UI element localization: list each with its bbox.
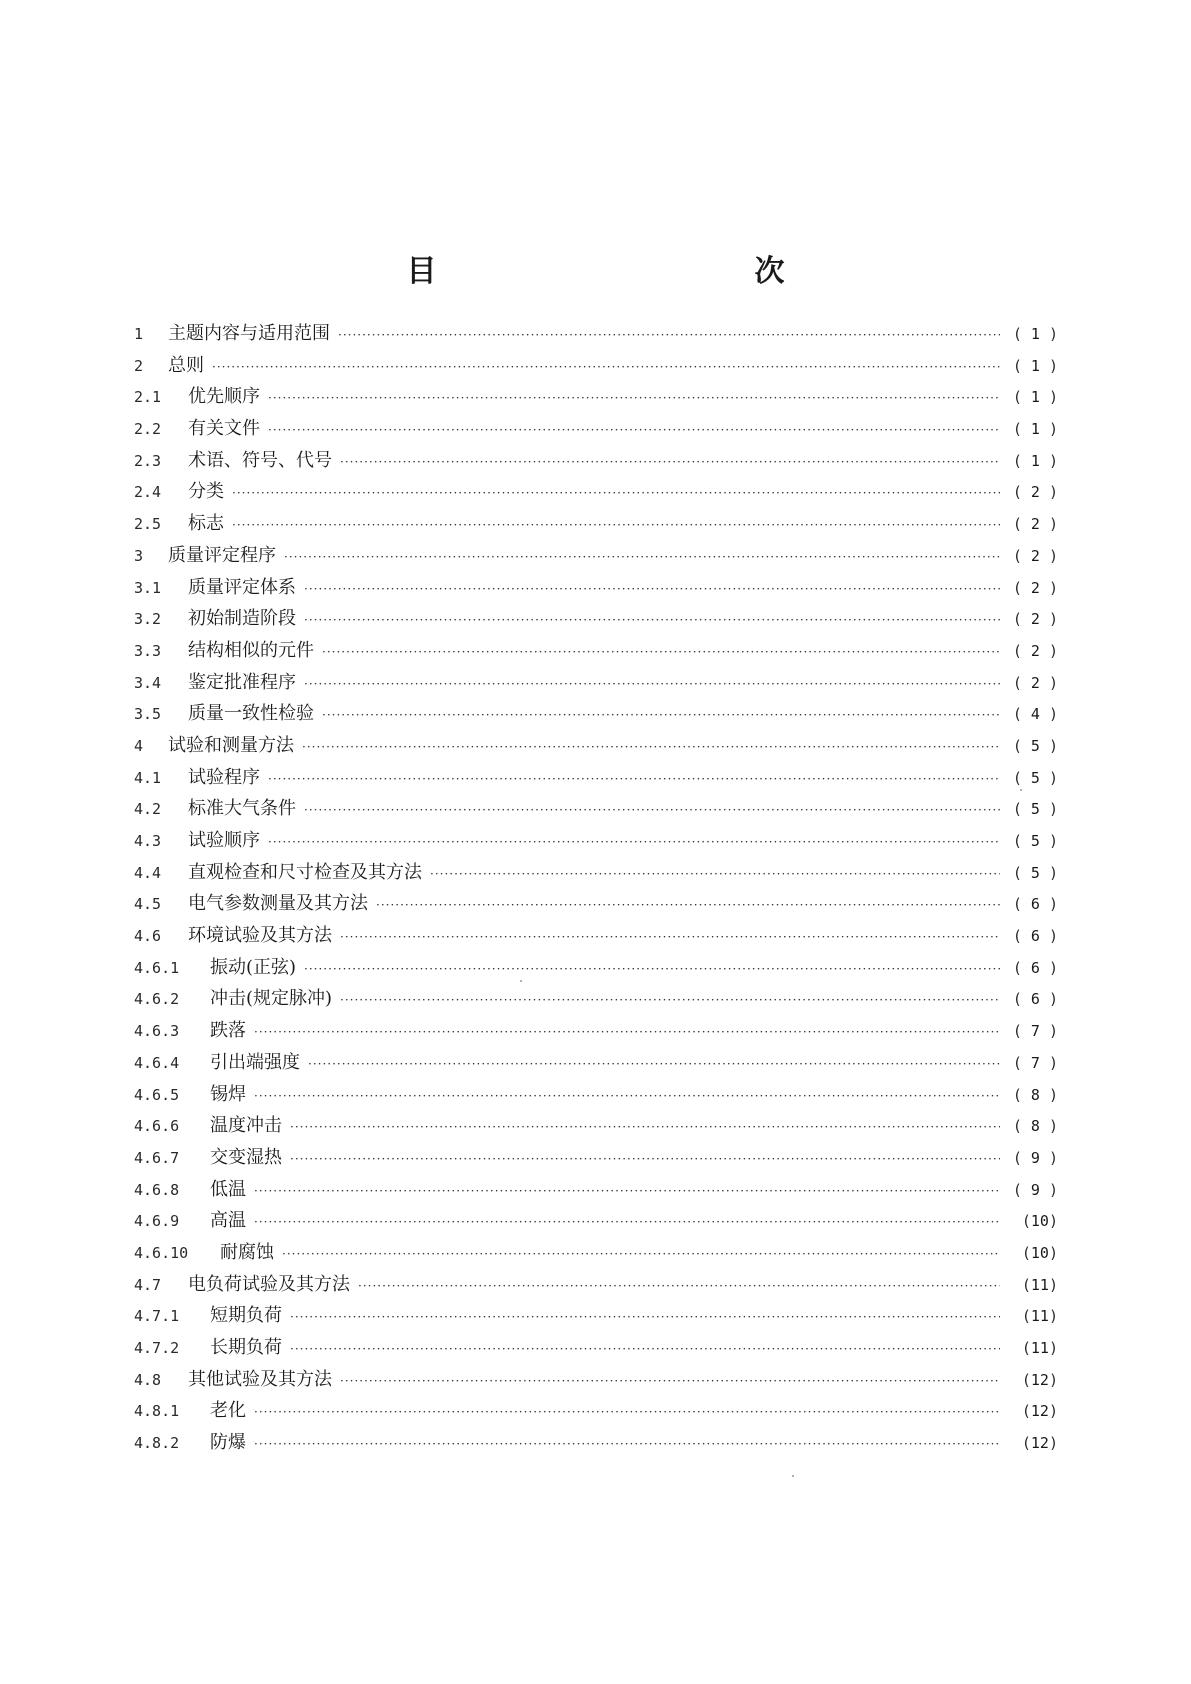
toc-entry-page-number: 5 xyxy=(1030,832,1040,850)
toc-entry-page-number: 12 xyxy=(1030,1370,1049,1389)
toc-entry-page-number: 5 xyxy=(1030,800,1040,819)
toc-entry-title: 电负荷试验及其方法 xyxy=(188,1273,350,1295)
toc-entry-page-number: 8 xyxy=(1030,1085,1040,1104)
toc-entry xyxy=(134,1300,1058,1332)
toc-entry-page: ( 9 ) xyxy=(1012,1180,1058,1199)
toc-dot-leader xyxy=(282,1239,1000,1271)
toc-entry xyxy=(134,667,1058,699)
scan-speck xyxy=(520,980,522,982)
toc-entry-number: 2.4 xyxy=(134,483,162,502)
toc-dot-leader xyxy=(290,1112,1000,1144)
toc-entry xyxy=(134,540,1058,572)
toc-entry xyxy=(134,983,1058,1015)
toc-entry-page: ( 6 ) xyxy=(1012,927,1058,946)
toc-dot-leader xyxy=(254,1081,1000,1113)
toc-entry-title: 跌落 xyxy=(210,1020,246,1042)
toc-dot-leader xyxy=(304,669,1000,701)
toc-dot-leader xyxy=(254,1207,1000,1239)
toc-entry-page: ( 2 ) xyxy=(1012,578,1058,597)
toc-entry-page-number: 1 xyxy=(1030,451,1040,470)
toc-entry-page: ( 2 ) xyxy=(1012,673,1058,692)
toc-entry-number: 2.5 xyxy=(134,515,162,534)
toc-entry xyxy=(134,508,1058,540)
toc-entry-page: (12) xyxy=(1021,1434,1058,1453)
toc-entry xyxy=(134,1269,1058,1301)
toc-dot-leader xyxy=(308,1049,1000,1081)
toc-dot-leader xyxy=(340,922,1000,954)
toc-dot-leader xyxy=(232,510,1000,542)
toc-entry xyxy=(134,825,1058,857)
toc-entry-number: 4.7 xyxy=(134,1275,162,1294)
toc-entry-title: 术语、符号、代号 xyxy=(188,449,332,471)
toc-entry-title: 环境试验及其方法 xyxy=(188,925,332,947)
toc-entry-title: 标志 xyxy=(188,513,224,535)
toc-entry-title: 总则 xyxy=(168,354,204,376)
toc-entry-title: 短期负荷 xyxy=(210,1305,282,1327)
toc-entry-page-number: 7 xyxy=(1030,1053,1040,1072)
toc-entry xyxy=(134,635,1058,667)
toc-entry-page: ( 9 ) xyxy=(1012,1148,1058,1167)
toc-entry-page: (11) xyxy=(1021,1339,1058,1357)
toc-entry-page: ( 6 ) xyxy=(1012,990,1058,1009)
toc-entry xyxy=(134,1395,1058,1427)
toc-entry-page: ( 7 ) xyxy=(1012,1053,1058,1072)
toc-entry-page-number: 11 xyxy=(1030,1307,1049,1326)
toc-entry-page: ( 2 ) xyxy=(1012,483,1058,502)
toc-entry-number: 4.7.2 xyxy=(134,1339,180,1357)
toc-dot-leader xyxy=(322,637,1000,669)
toc-entry-page-number: 2 xyxy=(1030,673,1040,692)
toc-entry-page: ( 1 ) xyxy=(1012,420,1058,439)
toc-entry-number: 4.6 xyxy=(134,927,162,946)
toc-entry-page-number: 2 xyxy=(1030,641,1040,660)
toc-entry-page-number: 2 xyxy=(1030,610,1040,629)
toc-entry-number: 4.6.1 xyxy=(134,958,180,977)
toc-entry-number: 4.4 xyxy=(134,863,162,882)
toc-entry xyxy=(134,476,1058,508)
toc-dot-leader xyxy=(304,574,1000,606)
toc-entry-number: 1 xyxy=(134,325,144,343)
toc-entry-number: 4.8.2 xyxy=(134,1434,180,1453)
toc-entry-title: 老化 xyxy=(210,1400,246,1422)
toc-entry-title: 交变湿热 xyxy=(210,1146,282,1168)
toc-entry-page: ( 5 ) xyxy=(1012,736,1058,755)
toc-entry-title: 防爆 xyxy=(210,1432,246,1454)
toc-entry-page-number: 11 xyxy=(1030,1339,1049,1357)
toc-entry-page: ( 4 ) xyxy=(1012,705,1058,724)
toc-entry xyxy=(134,445,1058,477)
toc-entry-page: (11) xyxy=(1021,1307,1058,1326)
toc-dot-leader xyxy=(268,415,1000,447)
toc-entry-page-number: 5 xyxy=(1030,768,1040,787)
toc-entry-page-number: 7 xyxy=(1030,1022,1040,1041)
toc-entry-number: 4.6.3 xyxy=(134,1022,180,1041)
toc-entry-page-number: 2 xyxy=(1030,483,1040,502)
toc-dot-leader xyxy=(340,447,1000,479)
toc-entry xyxy=(134,1364,1058,1396)
toc-entry-page: ( 5 ) xyxy=(1012,800,1058,819)
toc-entry xyxy=(134,1205,1058,1237)
toc-entry-page-number: 2 xyxy=(1030,546,1040,565)
toc-dot-leader xyxy=(290,1302,1000,1334)
toc-entry-page-number: 4 xyxy=(1030,705,1040,724)
toc-entry-number: 2 xyxy=(134,356,144,375)
toc-dot-leader xyxy=(290,1334,1000,1366)
toc-entry-page-number: 6 xyxy=(1030,990,1040,1009)
toc-entry-page: ( 5 ) xyxy=(1012,832,1058,850)
toc-entry-page-number: 6 xyxy=(1030,927,1040,946)
toc-entry-page: ( 8 ) xyxy=(1012,1117,1058,1136)
toc-dot-leader xyxy=(304,605,1000,637)
toc-entry xyxy=(134,381,1058,413)
toc-entry-number: 4.6.6 xyxy=(134,1117,180,1136)
toc-entry xyxy=(134,318,1058,350)
toc-entry-number: 2.3 xyxy=(134,451,162,470)
toc-dot-leader xyxy=(304,954,1000,986)
toc-entry xyxy=(134,952,1058,984)
toc-entry xyxy=(134,1079,1058,1111)
toc-entry-number: 4.7.1 xyxy=(134,1307,180,1326)
toc-entry-page: ( 6 ) xyxy=(1012,895,1058,914)
toc-dot-leader xyxy=(304,795,1000,827)
toc-dot-leader xyxy=(322,700,1000,732)
toc-entry-number: 3.3 xyxy=(134,641,162,660)
toc-entry-title: 试验程序 xyxy=(188,766,260,788)
toc-entry-page: ( 1 ) xyxy=(1012,325,1058,343)
toc-entry-page: ( 7 ) xyxy=(1012,1022,1058,1041)
scan-speck xyxy=(1020,789,1022,791)
toc-entry-number: 3.4 xyxy=(134,673,162,692)
table-of-contents xyxy=(134,318,1058,1459)
toc-entry xyxy=(134,857,1058,889)
toc-entry-number: 4.6.5 xyxy=(134,1085,180,1104)
toc-entry xyxy=(134,730,1058,762)
toc-entry xyxy=(134,1427,1058,1459)
toc-entry-number: 3.2 xyxy=(134,610,162,629)
toc-entry-page: ( 8 ) xyxy=(1012,1085,1058,1104)
toc-entry-page-number: 8 xyxy=(1030,1117,1040,1136)
toc-entry xyxy=(134,762,1058,794)
toc-entry-page-number: 12 xyxy=(1030,1402,1049,1421)
toc-entry xyxy=(134,793,1058,825)
toc-entry-number: 2.1 xyxy=(134,388,162,407)
toc-entry xyxy=(134,413,1058,445)
toc-entry-title: 鉴定批准程序 xyxy=(188,671,296,693)
toc-entry-page: (11) xyxy=(1021,1275,1058,1294)
toc-entry-number: 4.1 xyxy=(134,768,162,787)
toc-entry-number: 4.6.9 xyxy=(134,1212,180,1231)
toc-entry-title: 电气参数测量及其方法 xyxy=(188,893,368,915)
toc-dot-leader xyxy=(358,1271,1000,1303)
toc-entry-page-number: 9 xyxy=(1030,1148,1040,1167)
toc-dot-leader xyxy=(268,827,1000,859)
toc-entry xyxy=(134,1047,1058,1079)
toc-dot-leader xyxy=(268,383,1000,415)
toc-entry-title: 振动(正弦) xyxy=(210,956,297,978)
toc-entry xyxy=(134,1174,1058,1206)
toc-entry-number: 4.8.1 xyxy=(134,1402,180,1421)
toc-entry-page-number: 5 xyxy=(1030,736,1040,755)
toc-entry-page-number: 12 xyxy=(1030,1434,1049,1453)
toc-entry-title: 温度冲击 xyxy=(210,1115,282,1137)
toc-entry-title: 其他试验及其方法 xyxy=(188,1368,332,1390)
toc-entry-page: (12) xyxy=(1021,1370,1058,1389)
toc-entry-title: 优先顺序 xyxy=(188,386,260,408)
toc-entry-title: 试验和测量方法 xyxy=(168,734,294,756)
toc-entry xyxy=(134,350,1058,382)
toc-entry xyxy=(134,888,1058,920)
toc-entry-number: 4.3 xyxy=(134,832,162,850)
toc-entry-title: 锡焊 xyxy=(210,1083,246,1105)
toc-entry xyxy=(134,1110,1058,1142)
toc-entry-number: 4 xyxy=(134,736,144,755)
toc-entry-number: 3.5 xyxy=(134,705,162,724)
toc-entry-page: ( 2 ) xyxy=(1012,641,1058,660)
toc-entry-page-number: 6 xyxy=(1030,895,1040,914)
toc-entry-title: 高温 xyxy=(210,1210,246,1232)
toc-entry-page: (10) xyxy=(1021,1212,1058,1231)
toc-entry-page: ( 2 ) xyxy=(1012,610,1058,629)
toc-dot-leader xyxy=(268,764,1000,796)
toc-dot-leader xyxy=(254,1429,1000,1461)
toc-entry-page-number: 2 xyxy=(1030,578,1040,597)
toc-dot-leader xyxy=(340,1366,1000,1398)
toc-entry xyxy=(134,603,1058,635)
toc-entry-title: 低温 xyxy=(210,1178,246,1200)
toc-dot-leader xyxy=(254,1176,1000,1208)
toc-entry xyxy=(134,1015,1058,1047)
toc-entry xyxy=(134,1332,1058,1364)
toc-entry-number: 3 xyxy=(134,546,144,565)
toc-entry-title: 结构相似的元件 xyxy=(188,639,314,661)
toc-entry-title: 初始制造阶段 xyxy=(188,608,296,630)
toc-entry-title: 主题内容与适用范围 xyxy=(168,323,330,344)
toc-entry-number: 4.8 xyxy=(134,1370,162,1389)
toc-entry-number: 4.6.10 xyxy=(134,1243,189,1262)
toc-entry-title: 质量一致性检验 xyxy=(188,703,314,725)
toc-entry-title: 冲击(规定脉冲) xyxy=(210,988,333,1010)
toc-entry-page-number: 5 xyxy=(1030,863,1040,882)
toc-entry-page: (12) xyxy=(1021,1402,1058,1421)
toc-entry-page: ( 1 ) xyxy=(1012,451,1058,470)
toc-entry-page-number: 1 xyxy=(1030,325,1040,343)
toc-dot-leader xyxy=(284,542,1000,574)
toc-entry xyxy=(134,1142,1058,1174)
toc-entry-title: 标准大气条件 xyxy=(188,798,296,820)
toc-dot-leader xyxy=(430,859,1000,891)
toc-entry-title: 直观检查和尺寸检查及其方法 xyxy=(188,861,422,883)
toc-entry-title: 引出端强度 xyxy=(210,1051,300,1073)
toc-entry-page-number: 1 xyxy=(1030,420,1040,439)
toc-entry-page: (10) xyxy=(1021,1243,1058,1262)
toc-entry xyxy=(134,1237,1058,1269)
toc-dot-leader xyxy=(376,890,1000,922)
toc-entry-title: 有关文件 xyxy=(188,418,260,440)
toc-entry-title: 耐腐蚀 xyxy=(220,1241,274,1263)
toc-entry-title: 试验顺序 xyxy=(188,830,260,851)
toc-entry xyxy=(134,572,1058,604)
toc-entry-number: 4.6.4 xyxy=(134,1053,180,1072)
toc-entry-page-number: 10 xyxy=(1030,1212,1049,1231)
toc-entry-number: 4.6.7 xyxy=(134,1148,180,1167)
toc-entry-page: ( 5 ) xyxy=(1012,863,1058,882)
toc-entry-page-number: 9 xyxy=(1030,1180,1040,1199)
toc-entry-page-number: 11 xyxy=(1030,1275,1049,1294)
toc-dot-leader xyxy=(338,320,1000,352)
toc-entry-title: 分类 xyxy=(188,481,224,503)
toc-entry-page: ( 1 ) xyxy=(1012,356,1058,375)
toc-dot-leader xyxy=(212,352,1000,384)
toc-entry-number: 3.1 xyxy=(134,578,162,597)
toc-entry-page-number: 1 xyxy=(1030,356,1040,375)
toc-entry-page-number: 6 xyxy=(1030,958,1040,977)
toc-entry-title: 质量评定程序 xyxy=(168,544,276,566)
toc-entry-number: 4.6.2 xyxy=(134,990,180,1009)
toc-entry-number: 4.2 xyxy=(134,800,162,819)
toc-dot-leader xyxy=(232,478,1000,510)
toc-entry-page-number: 1 xyxy=(1030,388,1040,407)
toc-entry-page: ( 5 ) xyxy=(1012,768,1058,787)
toc-entry-page-number: 10 xyxy=(1030,1243,1049,1262)
toc-entry-number: 4.6.8 xyxy=(134,1180,180,1199)
toc-entry-title: 长期负荷 xyxy=(210,1337,282,1358)
toc-entry-number: 2.2 xyxy=(134,420,162,439)
toc-entry-title: 质量评定体系 xyxy=(188,576,296,598)
toc-entry-page: ( 2 ) xyxy=(1012,515,1058,534)
toc-entry-number: 4.5 xyxy=(134,895,162,914)
scan-speck xyxy=(792,1475,794,1477)
toc-entry-page: ( 2 ) xyxy=(1012,546,1058,565)
toc-dot-leader xyxy=(254,1397,1000,1429)
toc-entry xyxy=(134,698,1058,730)
toc-entry-page: ( 1 ) xyxy=(1012,388,1058,407)
toc-entry xyxy=(134,920,1058,952)
toc-dot-leader xyxy=(290,1144,1000,1176)
toc-entry-page: ( 6 ) xyxy=(1012,958,1058,977)
page-title: 目 次 xyxy=(406,254,871,289)
toc-dot-leader xyxy=(254,1017,1000,1049)
toc-entry-page-number: 2 xyxy=(1030,515,1040,534)
toc-dot-leader xyxy=(302,732,1000,764)
toc-dot-leader xyxy=(340,985,1000,1017)
